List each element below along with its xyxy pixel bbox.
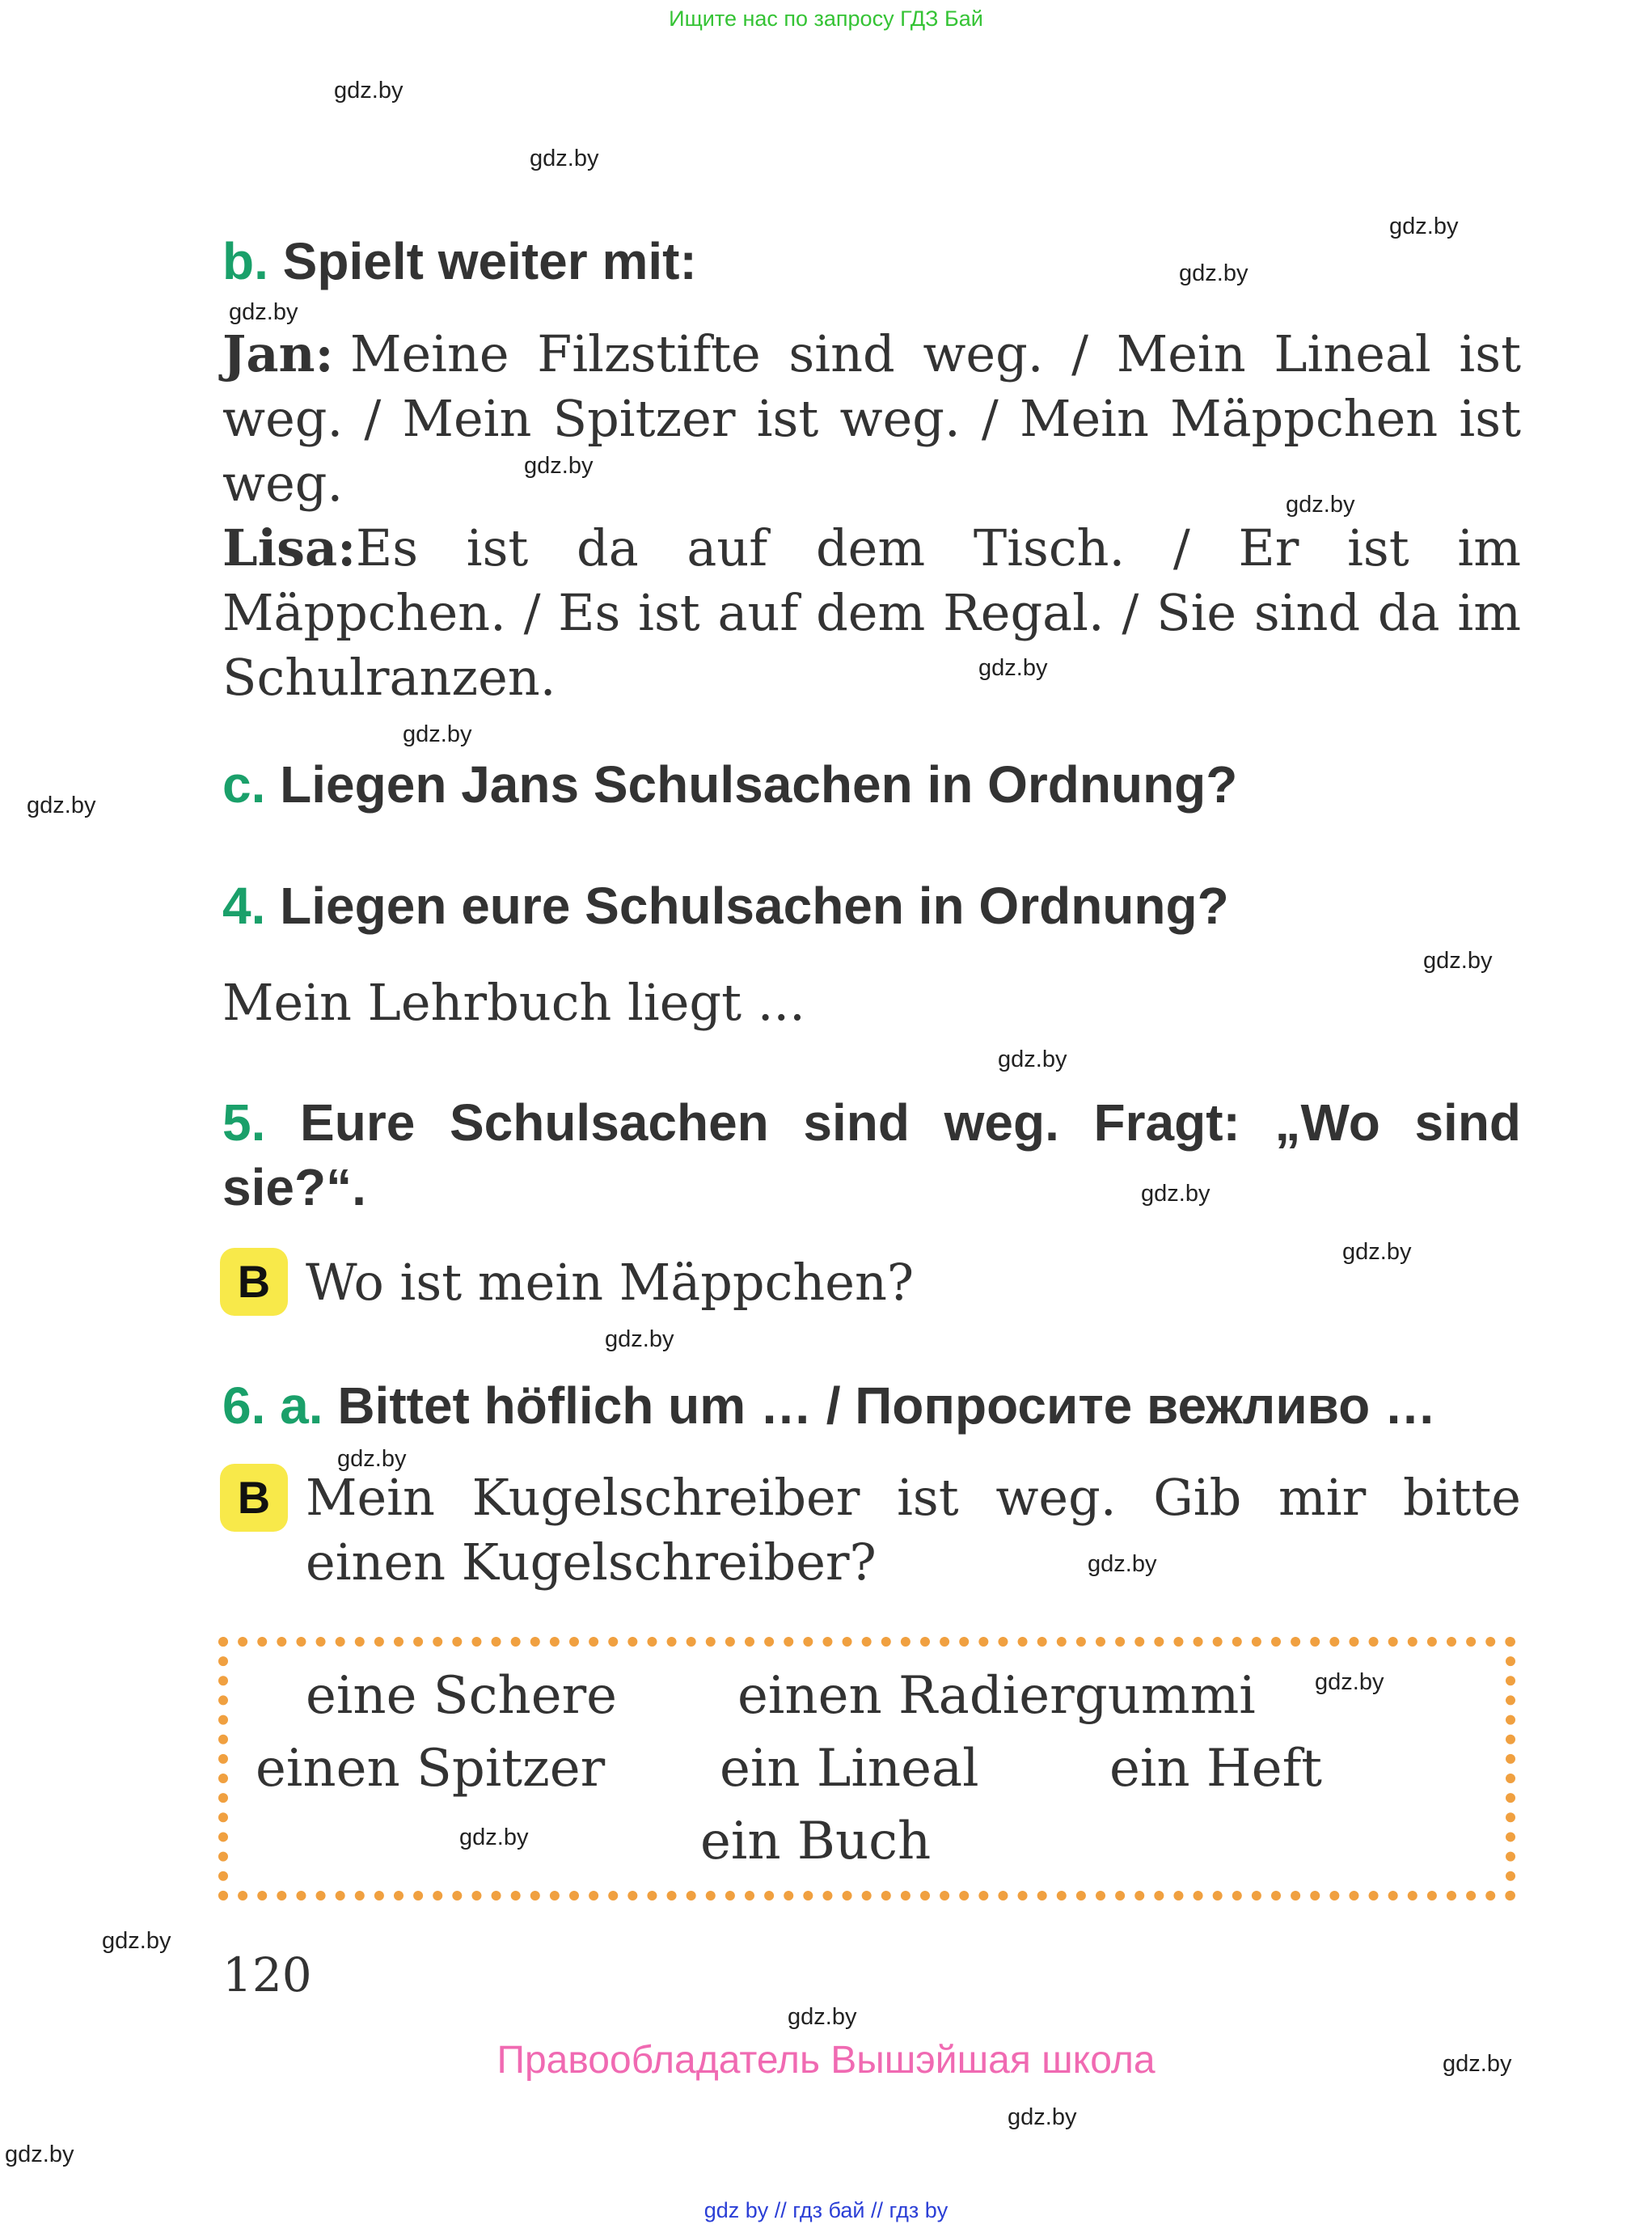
task-5-example: Wo ist mein Mäppchen?: [306, 1253, 915, 1312]
svg-text:B: B: [237, 1258, 271, 1305]
jan-text-block: [222, 322, 1521, 516]
task-4-example: Mein Lehrbuch liegt ...: [222, 973, 805, 1032]
watermark: gdz.by: [1342, 1239, 1412, 1265]
word-box-item: eine Schere: [306, 1666, 618, 1726]
watermark: gdz.by: [998, 1046, 1067, 1072]
section-b-letter: b.: [222, 232, 268, 290]
task-6-title: Bittet höflich um … / Попросите вежливо …: [337, 1376, 1437, 1435]
page-number: 120: [222, 1947, 312, 2002]
watermark: gdz.by: [788, 2004, 857, 2030]
watermark: gdz.by: [1008, 2104, 1077, 2130]
task-6-example: Mein Kugelschreiber ist weg. Gib mir bitte einen Kugelschreiber?: [306, 1468, 1521, 1592]
lisa-text: Es ist da auf dem Tisch. / Er ist im Mäppchen. / Es ist auf dem Regal. / Sie sind da im Schulranzen.: [222, 518, 1521, 707]
watermark: gdz.by: [102, 1928, 171, 1954]
lisa-text-block: [222, 516, 1521, 710]
task-5-title: Eure Schulsachen sind weg. Fragt: „Wo sind sie?“.: [222, 1093, 1522, 1216]
section-c-letter: c.: [222, 755, 266, 814]
word-box-item: einen Radiergummi: [737, 1666, 1256, 1726]
watermark: gdz.by: [605, 1326, 674, 1352]
top-banner: Ищите нас по запросу ГДЗ Бай: [669, 6, 983, 31]
task-5-number: 5.: [222, 1093, 266, 1152]
lisa-speaker-label: Lisa:: [222, 518, 357, 577]
watermark: gdz.by: [530, 146, 599, 171]
footer-links: gdz by // гдз бай // гдз by: [703, 2198, 949, 2222]
jan-text: Meine Filzstifte sind weg. / Mein Lineal ist weg. / Mein Spitzer ist weg. / Mein Mäppchen ist weg.: [222, 324, 1521, 513]
watermark: gdz.by: [459, 1824, 529, 1850]
svg-text:B: B: [237, 1474, 271, 1521]
watermark: gdz.by: [403, 721, 472, 747]
watermark: gdz.by: [334, 78, 403, 104]
watermark: gdz.by: [1315, 1669, 1384, 1695]
speech-badge: [220, 1248, 288, 1316]
word-box-item: ein Lineal: [720, 1739, 979, 1799]
task-4-number: 4.: [222, 877, 266, 935]
watermark: gdz.by: [524, 453, 594, 479]
watermark: gdz.by: [27, 793, 96, 818]
watermark: gdz.by: [337, 1446, 407, 1472]
watermark: gdz.by: [5, 2142, 74, 2167]
word-box-item: einen Spitzer: [256, 1739, 606, 1799]
task-4-title: Liegen eure Schulsachen in Ordnung?: [280, 877, 1229, 935]
section-c-title: Liegen Jans Schulsachen in Ordnung?: [280, 755, 1238, 814]
task-5-heading: [222, 1090, 1521, 1220]
watermark: gdz.by: [978, 655, 1048, 681]
copyright-notice: Правообладатель Вышэйшая школа: [496, 2039, 1156, 2082]
badge-b-icon: [230, 1474, 277, 1521]
watermark: gdz.by: [1088, 1551, 1157, 1577]
watermark: gdz.by: [229, 299, 298, 325]
watermark: gdz.by: [1443, 2051, 1512, 2077]
speech-badge: [220, 1464, 288, 1532]
watermark: gdz.by: [1179, 260, 1249, 286]
task-6-heading: [222, 1373, 1436, 1438]
section-b-heading: [222, 229, 697, 294]
badge-b-icon: [230, 1258, 277, 1305]
word-box-item: ein Heft: [1109, 1739, 1322, 1799]
word-box-item: ein Buch: [700, 1812, 932, 1871]
section-b-title: Spielt weiter mit:: [282, 232, 697, 290]
section-c-heading: [222, 752, 1237, 817]
watermark: gdz.by: [1423, 948, 1493, 974]
watermark: gdz.by: [1141, 1181, 1210, 1207]
task-6-number: 6. a.: [222, 1376, 323, 1435]
task-4-heading: [222, 873, 1229, 938]
watermark: gdz.by: [1286, 492, 1355, 518]
watermark: gdz.by: [1389, 214, 1459, 239]
jan-speaker: Jan:: [222, 324, 334, 383]
